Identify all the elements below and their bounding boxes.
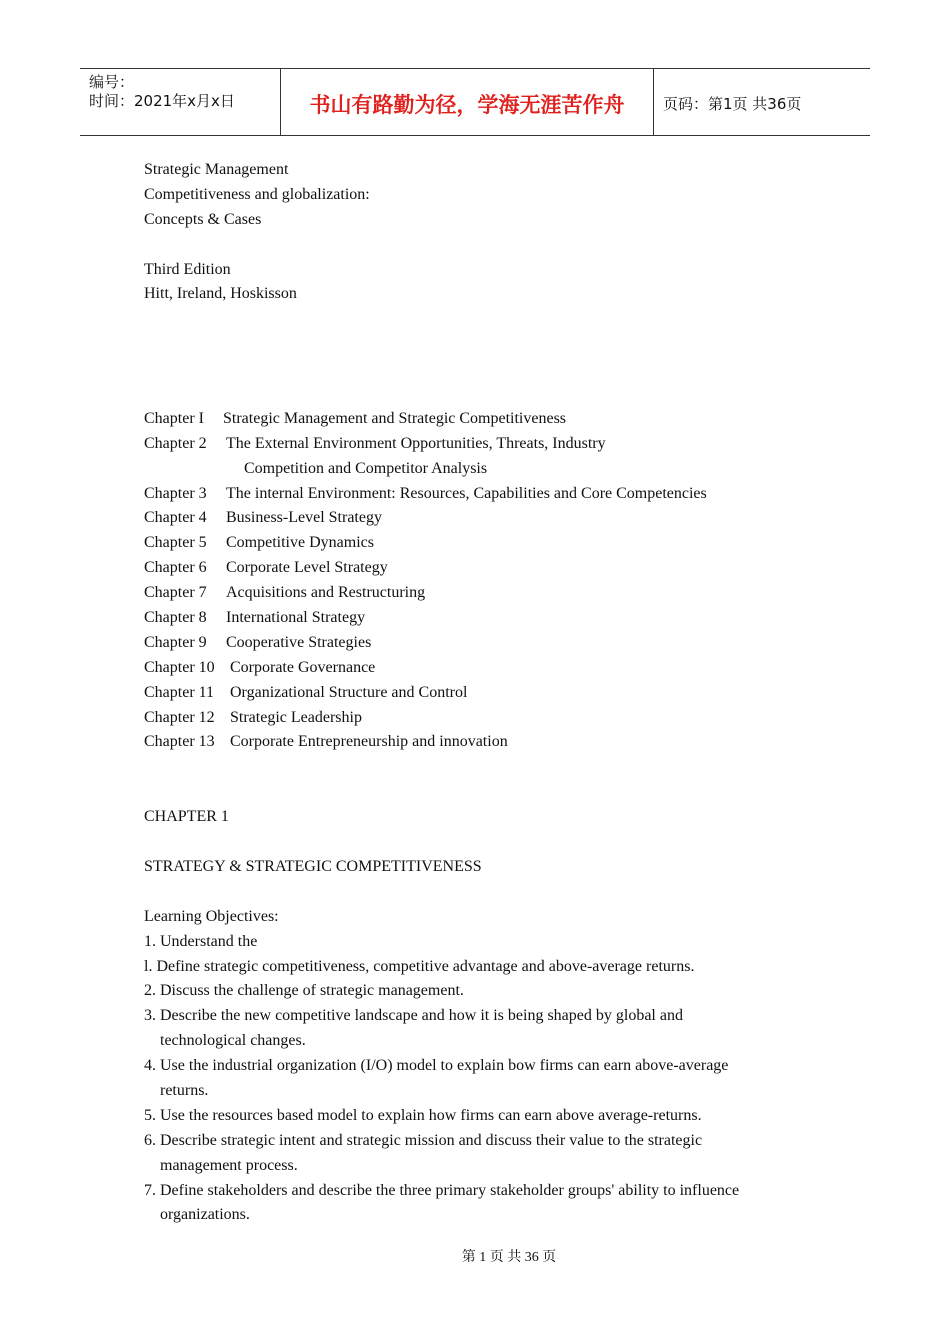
learning-objectives-label: Learning Objectives: (144, 907, 279, 925)
toc-chapter-label: Chapter 12 (144, 708, 215, 726)
document-body (144, 158, 844, 1228)
toc-item (144, 681, 844, 706)
header-page-info: 页码：第1页 共36页 (663, 95, 802, 113)
toc-chapter-label: Chapter 5 (144, 534, 207, 552)
toc-chapter-label: Chapter 4 (144, 509, 207, 527)
book-authors: Hitt, Ireland, Hoskisson (144, 285, 297, 303)
toc-item (144, 656, 844, 681)
list-item: 7. Define stakeholders and describe the three primary stakeholder groups' ability to influence (144, 1181, 740, 1199)
document-number-label: 编号： (89, 73, 135, 91)
list-item: 5. Use the resources based model to explain how firms can earn above average-returns. (144, 1106, 702, 1124)
toc-item (144, 482, 844, 507)
toc-chapter-title-continuation: Competition and Competitor Analysis (244, 459, 488, 477)
toc-item (144, 631, 844, 656)
toc-chapter-label: Chapter 7 (144, 584, 207, 602)
toc-chapter-label: Chapter 11 (144, 683, 215, 701)
toc-chapter-label: Chapter I (144, 409, 204, 427)
list-item-continuation: management process. (160, 1156, 298, 1174)
toc-item (144, 581, 844, 606)
toc-chapter-title: Acquisitions and Restructuring (226, 584, 426, 602)
toc-chapter-label: Chapter 13 (144, 733, 215, 751)
toc-item (144, 706, 844, 731)
list-item: 4. Use the industrial organization (I/O) model to explain bow firms can earn above-average (144, 1057, 729, 1075)
toc-chapter-title: Corporate Entrepreneurship and innovation (230, 733, 508, 751)
book-subtitle: Competitiveness and globalization: (144, 185, 370, 203)
toc-chapter-title: Organizational Structure and Control (230, 683, 468, 701)
chapter-title: STRATEGY & STRATEGIC COMPETITIVENESS (144, 857, 482, 875)
table-of-contents (144, 407, 844, 755)
toc-item (144, 407, 844, 432)
page-footer (0, 1246, 950, 1266)
toc-chapter-label: Chapter 6 (144, 559, 207, 577)
toc-item (144, 506, 844, 531)
list-item-continuation: returns. (160, 1081, 209, 1099)
toc-item (144, 606, 844, 631)
document-date-label: 时间：2021年x月x日 (89, 92, 235, 110)
book-edition: Third Edition (144, 260, 231, 278)
toc-chapter-label: Chapter 9 (144, 633, 207, 651)
toc-chapter-label: Chapter 3 (144, 484, 207, 502)
toc-chapter-label: Chapter 10 (144, 658, 215, 676)
toc-chapter-title: Strategic Leadership (230, 708, 362, 726)
toc-item (144, 556, 844, 581)
header-middle-cell (281, 69, 654, 135)
list-item: 2. Discuss the challenge of strategic management. (144, 982, 464, 1000)
toc-chapter-label: Chapter 8 (144, 609, 207, 627)
list-item: 6. Describe strategic intent and strategic mission and discuss their value to the strategic (144, 1131, 703, 1149)
list-item-continuation: organizations. (160, 1206, 250, 1224)
toc-chapter-title: Cooperative Strategies (226, 633, 372, 651)
toc-item (144, 730, 844, 755)
toc-chapter-title: Business-Level Strategy (226, 509, 382, 527)
toc-chapter-title: Competitive Dynamics (226, 534, 374, 552)
list-item: l. Define strategic competitiveness, competitive advantage and above-average returns. (144, 957, 695, 975)
list-item: 1. Understand the (144, 932, 258, 950)
book-subtitle-2: Concepts & Cases (144, 210, 262, 228)
toc-chapter-title: Corporate Governance (230, 658, 376, 676)
learning-objectives-list (144, 930, 844, 1229)
toc-chapter-title: Strategic Management and Strategic Competitiveness (223, 409, 567, 427)
page-header (80, 68, 870, 136)
footer-page-number: 第 1 页 共 36 页 (461, 1250, 557, 1265)
list-item-continuation: technological changes. (160, 1032, 306, 1050)
header-right-cell (654, 69, 870, 135)
toc-chapter-title: The External Environment Opportunities, Threats, Industry (226, 434, 606, 452)
chapter-heading: CHAPTER 1 (144, 808, 229, 826)
toc-chapter-title: The internal Environment: Resources, Capabilities and Core Competencies (226, 484, 707, 502)
toc-item (144, 531, 844, 556)
toc-chapter-title: International Strategy (226, 609, 366, 627)
toc-chapter-title: Corporate Level Strategy (226, 559, 388, 577)
toc-chapter-label: Chapter 2 (144, 434, 207, 452)
header-motto: 书山有路勤为径，学海无涯苦作舟 (309, 93, 625, 117)
toc-item (144, 432, 844, 457)
header-left-cell (80, 69, 281, 135)
list-item: 3. Describe the new competitive landscape and how it is being shaped by global and (144, 1007, 683, 1025)
book-title: Strategic Management (144, 161, 289, 178)
